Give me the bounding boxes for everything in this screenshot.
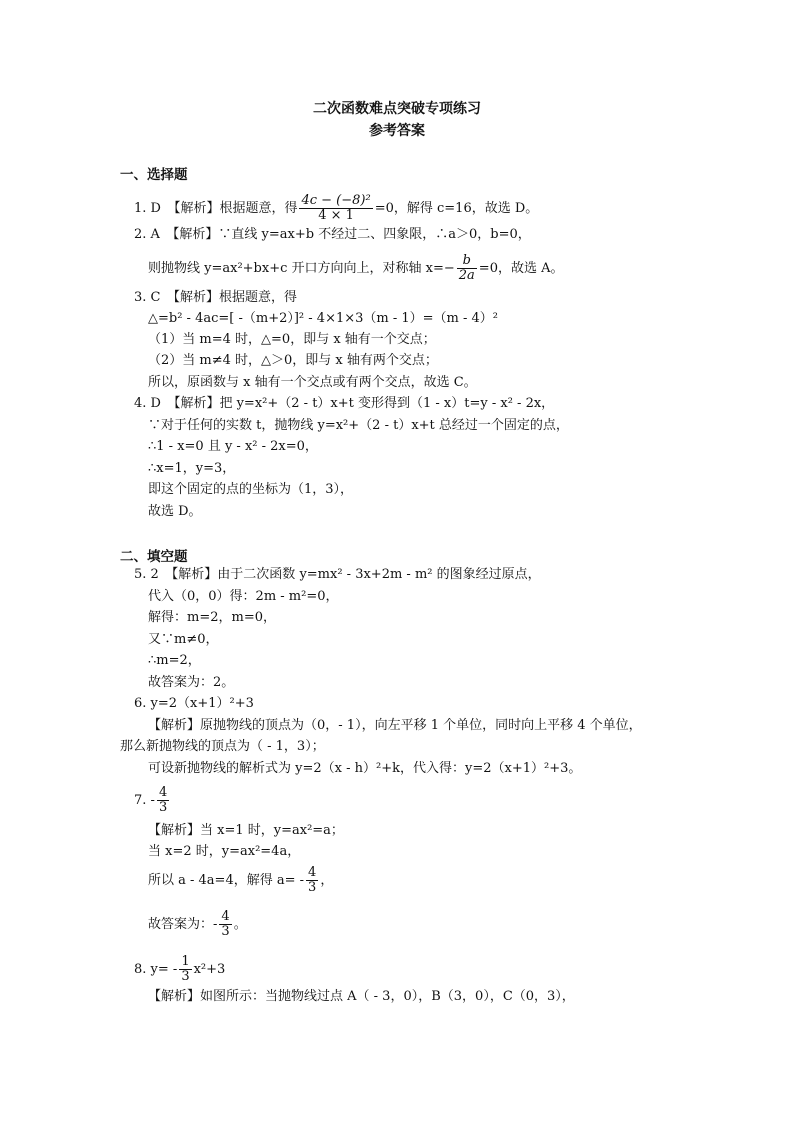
answer-3-line: （1）当 m=4 时，△=0，即与 x 轴有一个交点；	[148, 332, 436, 347]
answer-1-text: 1. D 【解析】根据题意，得	[134, 201, 298, 216]
answer-5-line: 解得：m=2，m=0，	[148, 610, 276, 625]
answer-3-line: 所以，原函数与 x 轴有一个交点或有两个交点，故选 C。	[148, 375, 477, 390]
answer-7-line: 当 x=2 时，y=ax²=4a，	[148, 844, 301, 859]
fraction-numerator: 4c − (−8)²	[301, 193, 371, 208]
answer-7-text: 故答案为：-	[148, 917, 218, 932]
answer-8-line	[134, 955, 225, 984]
fraction	[157, 786, 169, 815]
answer-8-label: 8. y= -	[134, 962, 178, 977]
answer-4-line: 即这个固定的点的坐标为（1，3），	[148, 482, 354, 497]
fraction-denominator: 3	[221, 924, 230, 939]
answer-5-line: 又∵m≠0，	[148, 632, 219, 647]
answer-7-label: 7. -	[134, 793, 155, 808]
answer-4-line: ∴1 - x=0 且 y - x² - 2x=0，	[148, 439, 318, 454]
fraction-numerator: 4	[308, 865, 317, 880]
answer-5-line: 代入（0，0）得：2m - m²=0，	[148, 589, 339, 604]
answer-5-line: 故答案为：2。	[148, 675, 235, 690]
answer-4-line: 4. D 【解析】把 y=x²+（2 - t）x+t 变形得到（1 - x）t=y - x² - 2x，	[134, 396, 555, 411]
answer-4-line: ∴x=1，y=3，	[148, 461, 236, 476]
answer-1	[134, 194, 538, 223]
answer-2-text: 则抛物线 y=ax²+bx+c 开口方向向上，对称轴 x=−	[148, 261, 455, 276]
answer-3-line: △=b² - 4ac=[ -（m+2）]² - 4×1×3（m - 1）=（m - 4）²	[148, 311, 499, 326]
fraction-denominator: 3	[308, 880, 317, 895]
answer-7-line	[148, 866, 333, 895]
fraction-denominator: 2a	[458, 268, 475, 283]
fraction-denominator: 3	[158, 800, 168, 815]
fraction-denominator: 4 × 1	[318, 208, 354, 223]
answer-7-text: ，	[320, 873, 334, 888]
answer-2-line	[148, 254, 563, 283]
fraction-numerator: 4	[221, 909, 230, 924]
fraction	[457, 254, 477, 283]
answer-5-line: ∴m=2，	[148, 653, 201, 668]
fraction	[219, 910, 231, 939]
answer-7-line: 【解析】当 x=1 时，y=ax²=a；	[148, 823, 344, 838]
answer-7-line	[134, 786, 171, 815]
answer-7-text: 。	[233, 917, 247, 932]
answer-7-line	[148, 910, 247, 939]
answer-2-conclusion: =0，故选 A。	[478, 261, 564, 276]
answer-1-conclusion: =0，解得 c=16，故选 D。	[374, 201, 539, 216]
answer-8-text: x²+3	[193, 962, 226, 977]
answer-6-line: 可设新抛物线的解析式为 y=2（x - h）²+k，代入得：y=2（x+1）²+3。	[148, 761, 582, 776]
section-heading-fill: 二、填空题	[120, 549, 188, 565]
answer-3-line: （2）当 m≠4 时，△＞0，即与 x 轴有两个交点；	[148, 353, 438, 368]
fraction-numerator: 4	[158, 785, 168, 800]
answer-6-line: 那么新抛物线的顶点为（ - 1，3）；	[120, 739, 325, 754]
answer-5-line: 5. 2 【解析】由于二次函数 y=mx² - 3x+2m - m² 的图象经过原点，	[134, 567, 541, 582]
fraction-denominator: 3	[181, 969, 190, 984]
fraction	[299, 194, 372, 223]
fraction-numerator: b	[457, 254, 477, 269]
page-title: 二次函数难点突破专项练习	[313, 101, 481, 117]
answer-8-line: 【解析】如图所示：当抛物线过点 A（ - 3，0），B（3，0），C（0，3），	[148, 989, 575, 1004]
answer-7-text: 所以 a - 4a=4，解得 a= -	[148, 873, 305, 888]
answer-4-line: 故选 D。	[148, 504, 202, 519]
answer-6-line: 【解析】原抛物线的顶点为（0，- 1），向左平移 1 个单位，同时向上平移 4 个单位，	[148, 718, 642, 733]
page-subtitle: 参考答案	[369, 123, 425, 139]
answer-2-line: 2. A 【解析】∵直线 y=ax+b 不经过二、四象限，∴a＞0，b=0，	[134, 227, 531, 242]
answer-4-line: ∵对于任何的实数 t，抛物线 y=x²+（2 - t）x+t 总经过一个固定的点，	[148, 418, 569, 433]
answer-6-line: 6. y=2（x+1）²+3	[134, 696, 254, 711]
fraction	[179, 955, 191, 984]
fraction	[306, 866, 318, 895]
fraction-numerator: 1	[181, 954, 190, 969]
section-heading-choice: 一、选择题	[120, 167, 188, 183]
answer-3-line: 3. C 【解析】根据题意，得	[134, 290, 297, 305]
